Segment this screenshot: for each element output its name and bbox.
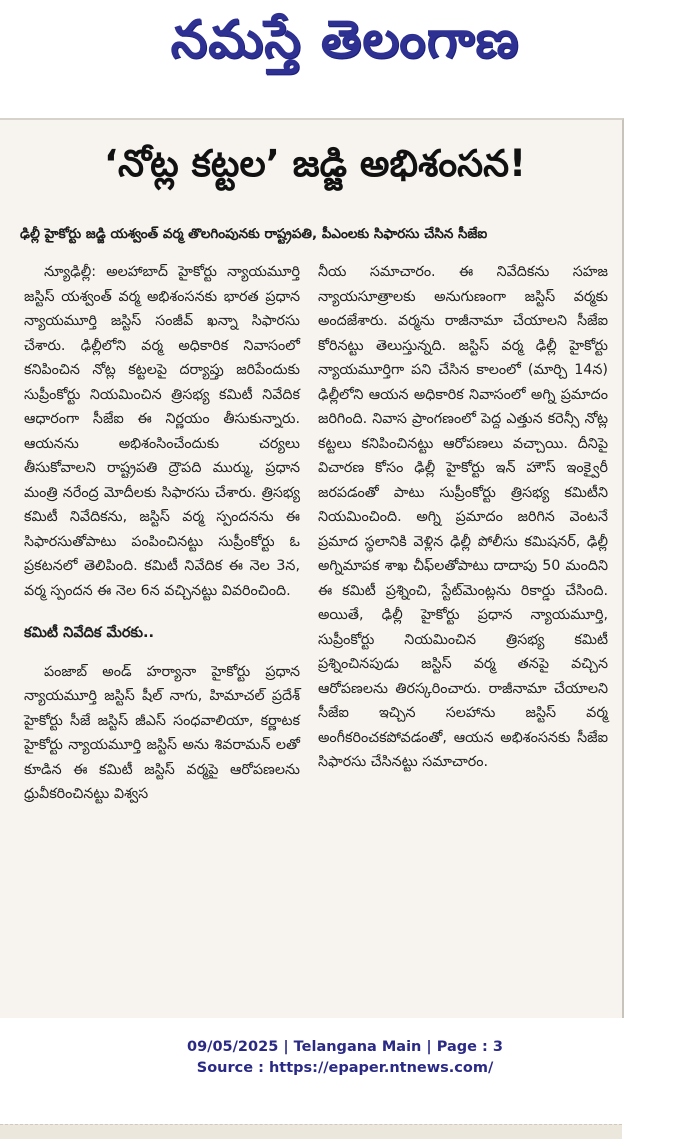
clipping-torn-edge <box>0 1124 622 1139</box>
footer-date-edition: 09/05/2025 | Telangana Main | Page : 3 <box>186 1039 503 1055</box>
article-paragraph: నీయ సమాచారం. ఈ నివేదికను సహజ న్యాయసూత్రాలకు అనుగుణంగా జస్టిస్ వర్మకు అందజేశారు. వర్మను రాజీనామా చేయాలని సీజేఐ కోరినట్టు తెలుస్తున్నది. జస్టిస్ వర్మ ఢిల్లీ హైకోర్టు న్యాయమూర్తిగా పని చేసిన కాలంలో (మార్చి 14న) ఢిల్లీలోని ఆయన అధికారిక నివాసంలో అగ్ని ప్రమాదం జరిగింది. నివాస ప్రాంగణంలో పెద్ద ఎత్తున కరెన్సీ నోట్ల కట్టలు కనిపించినట్టు ఆరోపణలు వచ్చాయి. దీనిపై విచారణ కోసం ఢిల్లీ హైకోర్టు ఇన్ హౌస్ ఇంక్వైరీ జరపడంతో పాటు సుప్రీంకోర్టు త్రిసభ్య కమిటీని నియమించింది. అగ్ని ప్రమాదం జరిగిన వెంటనే ప్రమాద స్థలానికి వెళ్లిన ఢిల్లీ పోలీసు కమిషనర్, ఢిల్లీ అగ్నిమాపక శాఖ చీఫ్‌లతోపాటు దాదాపు 50 మందిని ఈ కమిటీ ప్రశ్నించి, స్టేట్‌మెంట్లను రికార్డు చేసింది. అయితే, ఢిల్లీ హైకోర్టు ప్రధాన న్యాయమూర్తి, సుప్రీంకోర్టు నియమించిన త్రిసభ్య కమిటీ ప్రశ్నించినపుడు జస్టిస్ వర్మ తనపై వచ్చిన ఆరోపణలను తిరస్కరించారు. రాజీనామా చేయాలని సీజేఐ ఇచ్చిన సలహాను జస్టిస్ వర్మ అంగీకరించకపోవడంతో, ఆయన అభిశంసనకు సీజేఐ సిఫారసు చేసినట్టు సమాచారం. <box>318 264 608 770</box>
article-column-right <box>318 260 608 775</box>
article-subhead: కమిటీ నివేదిక మేరకు.. <box>24 625 155 641</box>
newspaper-logo: నమస్తే తెలంగాణ <box>170 10 520 70</box>
article-paragraph <box>24 260 300 603</box>
paragraph-text: అలహాబాద్ హైకోర్టు న్యాయమూర్తి జస్టిస్ యశ్వంత్ వర్మ అభిశంసనకు భారత ప్రధాన న్యాయమూర్తి జస్టిస్ సంజీవ్ ఖన్నా సిఫారసు చేశారు. ఢిల్లీలోని వర్మ అధికారిక నివాసంలో కనిపించిన నోట్ల కట్టలపై దర్యాప్తు జరిపేందుకు సుప్రీంకోర్టు నియమించిన త్రిసభ్య కమిటీ నివేదిక ఆధారంగా సీజేఐ ఈ నిర్ణయం తీసుకున్నారు. ఆయనను అభిశంసించేందుకు చర్యలు తీసుకోవాలని రాష్ట్రపతి ద్రౌపది ముర్ము, ప్రధాన మంత్రి నరేంద్ర మోదీలకు సిఫారసు చేశారు. త్రిసభ్య కమిటీ నివేదికను, జస్టిస్ వర్మ స్పందనను ఈ సిఫారసుతోపాటు పంపించినట్టు సుప్రీంకోర్టు ఓ ప్రకటనలో తెలిపింది. కమిటీ నివేదిక ఈ నెల 3న, వర్మ స్పందన ఈ నెల 6న వచ్చినట్టు వివరించింది. <box>24 264 300 599</box>
article-headline: ‘నోట్ల కట్టల’ జడ్జి అభిశంసన! <box>104 142 526 185</box>
page-footer <box>0 1037 690 1079</box>
footer-source[interactable]: Source : https://epaper.ntnews.com/ <box>196 1060 494 1076</box>
article-subheadline: ఢిల్లీ హైకోర్టు జడ్జి యశ్వంత్ వర్మ తొలగింపునకు రాష్ట్రపతి, పీఎంలకు సిఫారసు చేసిన సీజేఐ <box>20 226 488 242</box>
news-clipping <box>0 118 624 1018</box>
masthead <box>0 0 690 118</box>
article-column-left <box>24 260 300 807</box>
article-dateline: న్యూఢిల్లీ: <box>44 264 97 280</box>
article-paragraph: పంజాబ్ అండ్ హర్యానా హైకోర్టు ప్రధాన న్యాయమూర్తి జస్టిస్ షీల్ నాగు, హిమాచల్ ప్రదేశ్ హైకోర్టు సీజే జస్టిస్ జీఎస్ సంధవాలియా, కర్ణాటక హైకోర్టు న్యాయమూర్తి జస్టిస్ అను శివరామన్ లతో కూడిన ఈ కమిటీ జస్టిస్ వర్మపై ఆరోపణలను ధ్రువీకరించినట్టు విశ్వస <box>24 663 300 802</box>
